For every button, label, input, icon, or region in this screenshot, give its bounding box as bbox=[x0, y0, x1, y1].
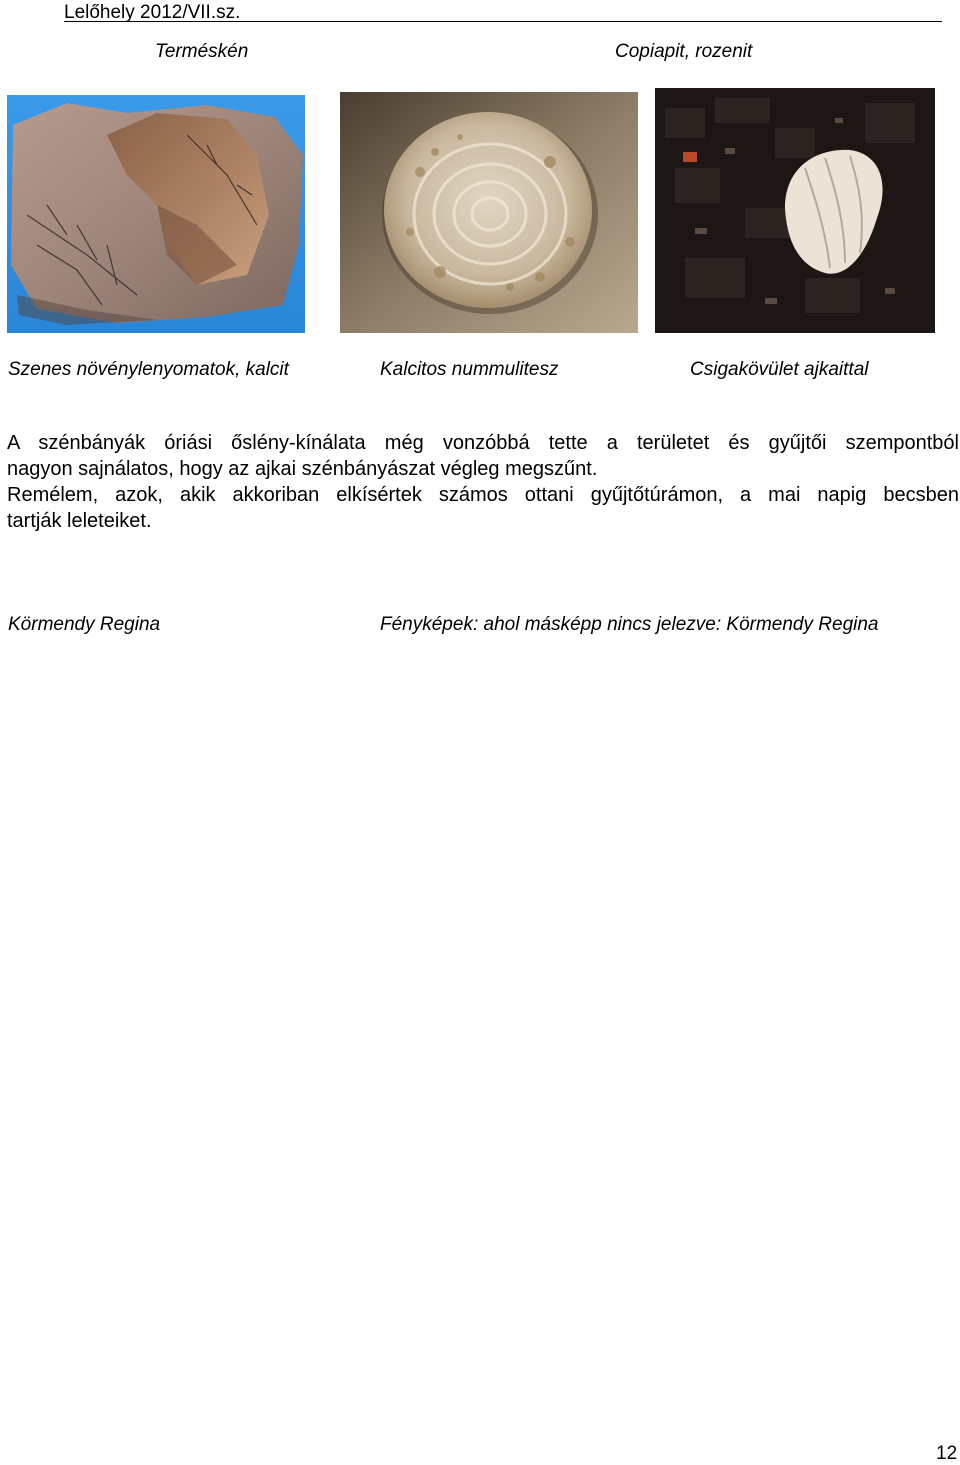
photo-snail-fossil bbox=[655, 88, 935, 333]
body-text bbox=[7, 430, 959, 534]
paragraph-1-line-1: A szénbányák óriási őslény-kínálata még vonzóbbá tette a területet és gyűjtői szempontból bbox=[7, 432, 959, 454]
photo-credit: Fényképek: ahol másképp nincs jelezve: Körmendy Regina bbox=[380, 614, 879, 635]
paragraph-1 bbox=[7, 430, 959, 482]
running-header: Lelőhely 2012/VII.sz. bbox=[64, 2, 241, 23]
caption-termeskén: Terméskén bbox=[155, 41, 249, 62]
page-number: 12 bbox=[936, 1443, 958, 1464]
caption-plant-imprints: Szenes növénylenyomatok, kalcit bbox=[8, 359, 289, 380]
author-name: Körmendy Regina bbox=[8, 614, 161, 635]
caption-copiapit: Copiapit, rozenit bbox=[615, 41, 753, 62]
caption-snail-fossil: Csigakövület ajkaittal bbox=[690, 359, 869, 380]
paragraph-2-line-2: tartják leleteiket. bbox=[7, 510, 152, 532]
paragraph-1-line-2: nagyon sajnálatos, hogy az ajkai szénbányászat végleg megszűnt. bbox=[7, 458, 598, 480]
caption-nummulite: Kalcitos nummulitesz bbox=[380, 359, 559, 380]
photo-plant-imprints bbox=[7, 95, 305, 333]
paragraph-2-line-1: Remélem, azok, akik akkoriban elkísértek számos ottani gyűjtőtúrámon, a mai napig becsben bbox=[7, 484, 959, 506]
photo-nummulite bbox=[340, 92, 638, 333]
paragraph-2 bbox=[7, 482, 959, 534]
header-rule bbox=[64, 21, 942, 22]
